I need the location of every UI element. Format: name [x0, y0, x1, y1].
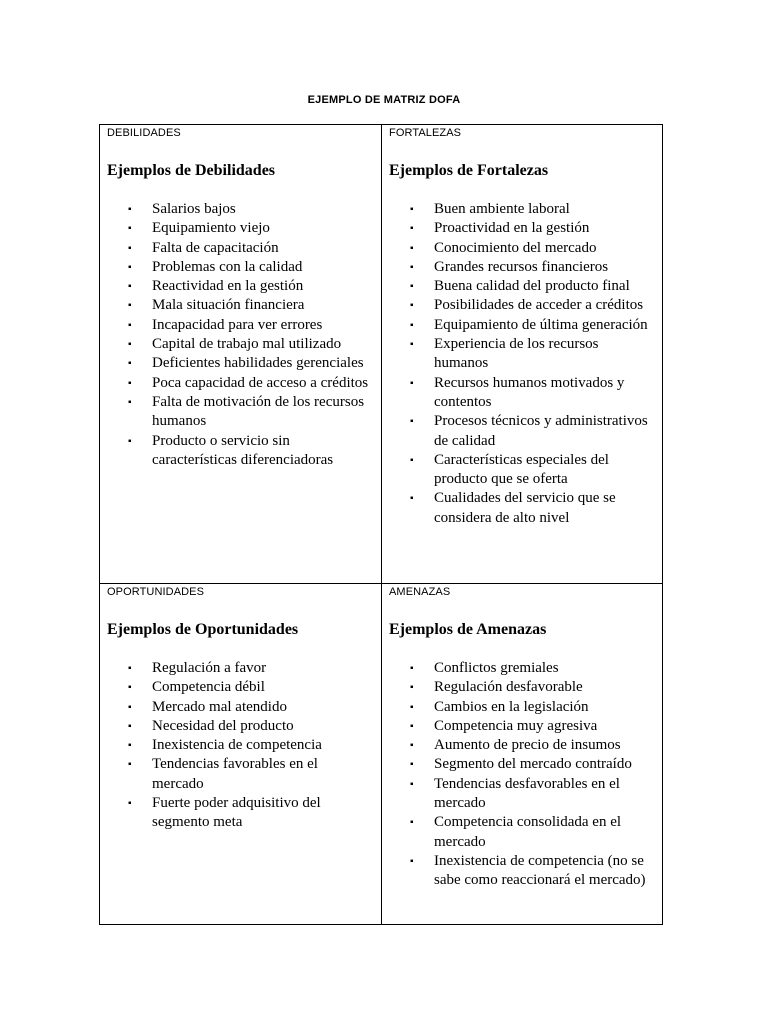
- list-item-text: Inexistencia de competencia (no se sabe como reaccionará el mercado): [434, 852, 646, 889]
- bullet-list: [410, 200, 654, 528]
- quadrant-amenazas: [382, 584, 662, 924]
- list-item-text: Conocimiento del mercado: [434, 239, 597, 256]
- square-bullet-icon: ▪: [128, 682, 132, 694]
- square-bullet-icon: ▪: [128, 339, 132, 351]
- list-item-text: Segmento del mercado contraído: [434, 756, 632, 773]
- square-bullet-icon: ▪: [410, 204, 414, 215]
- list-item: [128, 659, 373, 678]
- list-item-text: Equipamiento viejo: [152, 220, 270, 237]
- list-item-text: Poca capacidad de acceso a créditos: [152, 374, 369, 391]
- square-bullet-icon: ▪: [128, 300, 132, 312]
- square-bullet-icon: ▪: [128, 740, 132, 752]
- list-item: [128, 374, 373, 393]
- quadrant-label: DEBILIDADES: [107, 127, 181, 139]
- list-item: [128, 698, 373, 717]
- square-bullet-icon: ▪: [128, 663, 132, 674]
- list-item-text: Grandes recursos financieros: [434, 258, 609, 275]
- list-item-text: Experiencia de los recursos humanos: [434, 336, 599, 372]
- list-item: [128, 736, 373, 755]
- list-item: [128, 335, 373, 354]
- list-item: [128, 219, 373, 238]
- list-item: [410, 698, 654, 717]
- list-item-text: Proactividad en la gestión: [434, 220, 590, 237]
- list-item-text: Conflictos gremiales: [434, 660, 559, 676]
- list-item: [410, 736, 654, 755]
- list-item: [410, 659, 654, 678]
- list-item: [128, 717, 373, 736]
- square-bullet-icon: ▪: [128, 204, 132, 215]
- list-item-text: Reactividad en la gestión: [152, 278, 304, 295]
- square-bullet-icon: ▪: [410, 682, 414, 694]
- bullet-list: [128, 659, 373, 833]
- quadrant-label: FORTALEZAS: [389, 127, 462, 139]
- list-item: [410, 451, 654, 490]
- list-item: [410, 489, 654, 528]
- list-item-text: Cambios en la legislación: [434, 698, 589, 715]
- list-item: [410, 678, 654, 697]
- square-bullet-icon: ▪: [128, 435, 132, 447]
- square-bullet-icon: ▪: [128, 377, 132, 389]
- square-bullet-icon: ▪: [410, 416, 414, 428]
- square-bullet-icon: ▪: [128, 701, 132, 713]
- list-item: [410, 258, 654, 277]
- list-item-text: Falta de capacitación: [152, 239, 279, 256]
- list-item: [410, 755, 654, 774]
- square-bullet-icon: ▪: [410, 319, 414, 331]
- square-bullet-icon: ▪: [128, 759, 132, 771]
- list-item-text: Competencia débil: [152, 679, 265, 696]
- list-item-text: Deficientes habilidades gerenciales: [152, 355, 364, 372]
- square-bullet-icon: ▪: [410, 663, 414, 674]
- list-item: [410, 335, 654, 374]
- list-item: [410, 775, 654, 814]
- list-item: [410, 717, 654, 736]
- list-item: [128, 678, 373, 697]
- list-item: [410, 239, 654, 258]
- square-bullet-icon: ▪: [410, 223, 414, 235]
- list-item-text: Equipamiento de última generación: [434, 316, 648, 333]
- list-item-text: Incapacidad para ver errores: [152, 316, 323, 333]
- list-item-text: Salarios bajos: [152, 201, 236, 217]
- list-item-text: Producto o servicio sin características diferenciadoras: [152, 432, 334, 468]
- square-bullet-icon: ▪: [410, 817, 414, 829]
- square-bullet-icon: ▪: [128, 281, 132, 293]
- list-item: [410, 316, 654, 335]
- list-item: [128, 239, 373, 258]
- list-item-text: Regulación desfavorable: [434, 679, 583, 696]
- list-item-text: Necesidad del producto: [152, 717, 294, 734]
- square-bullet-icon: ▪: [410, 493, 414, 505]
- list-item-text: Fuerte poder adquisitivo del segmento meta: [152, 795, 321, 831]
- quadrant-heading: Ejemplos de Fortalezas: [389, 162, 549, 179]
- bullet-list: [410, 659, 654, 891]
- list-item: [128, 354, 373, 373]
- square-bullet-icon: ▪: [410, 300, 414, 312]
- quadrant-oportunidades: [100, 584, 381, 924]
- list-item-text: Buen ambiente laboral: [434, 201, 570, 217]
- list-item-text: Posibilidades de acceder a créditos: [434, 297, 644, 314]
- list-item-text: Problemas con la calidad: [152, 258, 303, 275]
- quadrant-heading: Ejemplos de Debilidades: [107, 162, 276, 179]
- list-item-text: Falta de motivación de los recursos humanos: [152, 393, 365, 430]
- square-bullet-icon: ▪: [128, 396, 132, 408]
- document-title: EJEMPLO DE MATRIZ DOFA: [307, 94, 461, 106]
- square-bullet-icon: ▪: [410, 377, 414, 389]
- list-item: [410, 277, 654, 296]
- list-item-text: Recursos humanos motivados y contentos: [434, 374, 625, 410]
- list-item: [410, 412, 654, 451]
- list-item-text: Competencia muy agresiva: [434, 717, 598, 734]
- list-item-text: Tendencias favorables en el mercado: [152, 756, 318, 792]
- list-item-text: Cualidades del servicio que se considera de alto nivel: [434, 490, 616, 526]
- list-item: [410, 219, 654, 238]
- dofa-matrix: [99, 124, 663, 925]
- list-item: [128, 296, 373, 315]
- list-item: [128, 277, 373, 296]
- square-bullet-icon: ▪: [128, 242, 132, 254]
- bullet-list: [128, 200, 373, 470]
- quadrant-fortalezas: [382, 125, 662, 583]
- quadrant-label: AMENAZAS: [389, 586, 451, 598]
- list-item-text: Competencia consolidada en el mercado: [434, 814, 622, 850]
- square-bullet-icon: ▪: [128, 798, 132, 810]
- list-item: [128, 393, 373, 432]
- square-bullet-icon: ▪: [128, 319, 132, 331]
- square-bullet-icon: ▪: [410, 339, 414, 351]
- square-bullet-icon: ▪: [128, 720, 132, 732]
- quadrant-label: OPORTUNIDADES: [107, 586, 205, 598]
- square-bullet-icon: ▪: [410, 242, 414, 254]
- list-item-text: Procesos técnicos y administrativos de calidad: [434, 413, 648, 449]
- square-bullet-icon: ▪: [410, 740, 414, 752]
- list-item-text: Tendencias desfavorables en el mercado: [434, 775, 620, 812]
- list-item-text: Regulación a favor: [152, 660, 267, 676]
- list-item-text: Mercado mal atendido: [152, 698, 287, 715]
- square-bullet-icon: ▪: [410, 855, 414, 867]
- square-bullet-icon: ▪: [128, 223, 132, 235]
- list-item: [410, 296, 654, 315]
- list-item: [410, 813, 654, 852]
- list-item: [128, 316, 373, 335]
- square-bullet-icon: ▪: [410, 778, 414, 790]
- list-item: [410, 852, 654, 891]
- list-item-text: Aumento de precio de insumos: [434, 737, 621, 754]
- list-item-text: Características especiales del producto que se oferta: [434, 451, 609, 488]
- square-bullet-icon: ▪: [410, 759, 414, 771]
- square-bullet-icon: ▪: [128, 261, 132, 273]
- square-bullet-icon: ▪: [128, 358, 132, 370]
- list-item: [410, 374, 654, 413]
- list-item: [128, 755, 373, 794]
- list-item: [128, 432, 373, 471]
- square-bullet-icon: ▪: [410, 281, 414, 293]
- list-item-text: Buena calidad del producto final: [434, 278, 630, 295]
- square-bullet-icon: ▪: [410, 701, 414, 713]
- list-item-text: Mala situación financiera: [152, 297, 305, 314]
- list-item-text: Capital de trabajo mal utilizado: [152, 336, 342, 353]
- quadrant-debilidades: [100, 125, 381, 583]
- list-item: [128, 258, 373, 277]
- quadrant-heading: Ejemplos de Amenazas: [389, 621, 547, 638]
- quadrant-heading: Ejemplos de Oportunidades: [107, 621, 299, 638]
- list-item: [410, 200, 654, 219]
- list-item-text: Inexistencia de competencia: [152, 737, 322, 754]
- square-bullet-icon: ▪: [410, 261, 414, 273]
- square-bullet-icon: ▪: [410, 454, 414, 466]
- list-item: [128, 794, 373, 833]
- list-item: [128, 200, 373, 219]
- square-bullet-icon: ▪: [410, 720, 414, 732]
